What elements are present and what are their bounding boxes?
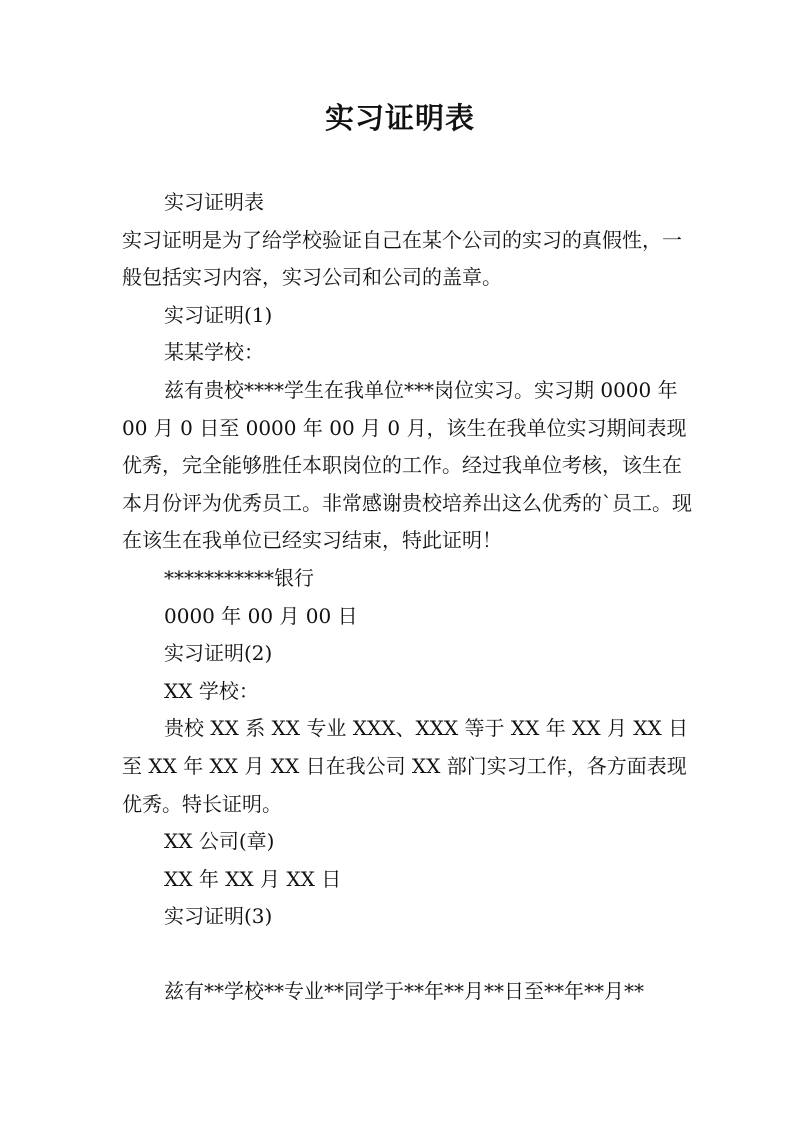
paragraph: 实习证明是为了给学校验证自己在某个公司的实习的真假性，一般包括实习内容，实习公司和公司的盖章。	[122, 227, 682, 290]
paragraph: XX 学校：	[164, 678, 259, 703]
paragraph: 实习证明表	[164, 190, 264, 214]
document-title: 实习证明表	[324, 101, 475, 135]
paragraph: ***********银行	[164, 565, 314, 590]
paragraph: 实习证明(3)	[164, 904, 273, 929]
paragraph: 0000 年 00 月 00 日	[164, 603, 358, 628]
paragraph: 实习证明(1)	[164, 302, 273, 327]
blank-line	[122, 936, 694, 974]
paragraph: 贵校 XX 系 XX 专业 XXX、XXX 等于 XX 年 XX 月 XX 日至 XX 年 XX 月 XX 日在我公司 XX 部门实习工作，各方面表现优秀。特长证明。	[122, 716, 689, 816]
paragraph: 某某学校：	[164, 340, 264, 365]
paragraph: XX 年 XX 月 XX 日	[164, 866, 342, 891]
document-body	[122, 184, 694, 1011]
paragraph: 兹有贵校****学生在我单位***岗位实习。实习期 0000 年 00 月 0 日至 0000 年 00 月 0 月，该生在我单位实习期间表现优秀，完全能够胜任本职岗位的工作。经过我单位考核，该生在本月份评为优秀员工。非常感谢贵校培养出这么优秀的`员工。现在该生在我单位已经实习结束，特此证明！	[122, 377, 692, 553]
paragraph: XX 公司(章)	[164, 829, 275, 854]
paragraph: 实习证明(2)	[164, 641, 273, 666]
paragraph: 兹有**学校**专业**同学于**年**月**日至**年**月**	[164, 979, 644, 1004]
